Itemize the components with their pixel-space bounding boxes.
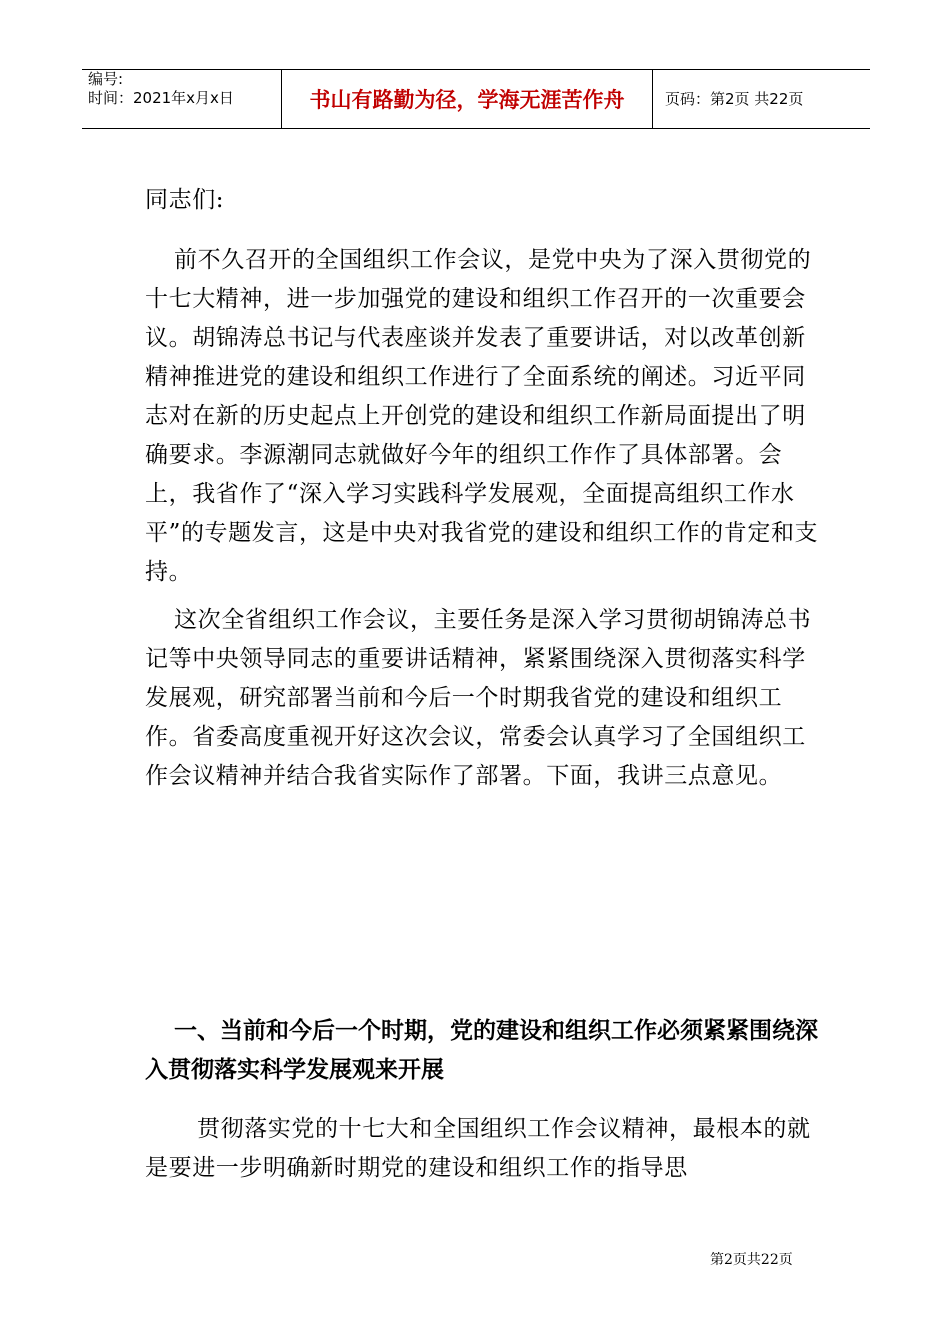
paragraph-3: 贯彻落实党的十七大和全国组织工作会议精神，最根本的就是要进一步明确新时期党的建设和组织工作的指导思 — [145, 1116, 811, 1181]
document-body-top — [145, 181, 820, 796]
header-bottom-rule — [82, 128, 870, 129]
salutation: 同志们: — [145, 187, 225, 213]
header-top-rule — [82, 69, 870, 70]
header-separator-right — [652, 69, 653, 129]
header-page-info: 页码：第2页 共22页 — [665, 90, 804, 108]
header-motto: 书山有路勤为径，学海无涯苦作舟 — [309, 88, 625, 112]
paragraph-2: 这次全省组织工作会议，主要任务是深入学习贯彻胡锦涛总书记等中央领导同志的重要讲话精神，紧紧围绕深入贯彻落实科学发展观，研究部署当前和今后一个时期我省党的建设和组织工作。省委高度重视开好这次会议，常委会认真学习了全国组织工作会议精神并结合我省实际作了部署。下面，我讲三点意见。 — [145, 607, 812, 789]
footer-page-info: 第2页共22页 — [710, 1252, 793, 1268]
section-heading-1: 一、当前和今后一个时期，党的建设和组织工作必须紧紧围绕深入贯彻落实科学发展观来开展 — [145, 1018, 818, 1083]
header-date-label: 时间：2021年x月x日 — [88, 89, 234, 107]
paragraph-1: 前不久召开的全国组织工作会议，是党中央为了深入贯彻党的十七大精神，进一步加强党的建设和组织工作召开的一次重要会议。胡锦涛总书记与代表座谈并发表了重要讲话，对以改革创新精神推进党的建设和组织工作进行了全面系统的阐述。习近平同志对在新的历史起点上开创党的建设和组织工作新局面提出了明确要求。李源潮同志就做好今年的组织工作作了具体部署。会上，我省作了“深入学习实践科学发展观，全面提高组织工作水平”的专题发言，这是中央对我省党的建设和组织工作的肯定和支持。 — [145, 247, 819, 585]
header-number-label: 编号: — [88, 70, 124, 88]
document-body-bottom — [145, 1110, 820, 1188]
